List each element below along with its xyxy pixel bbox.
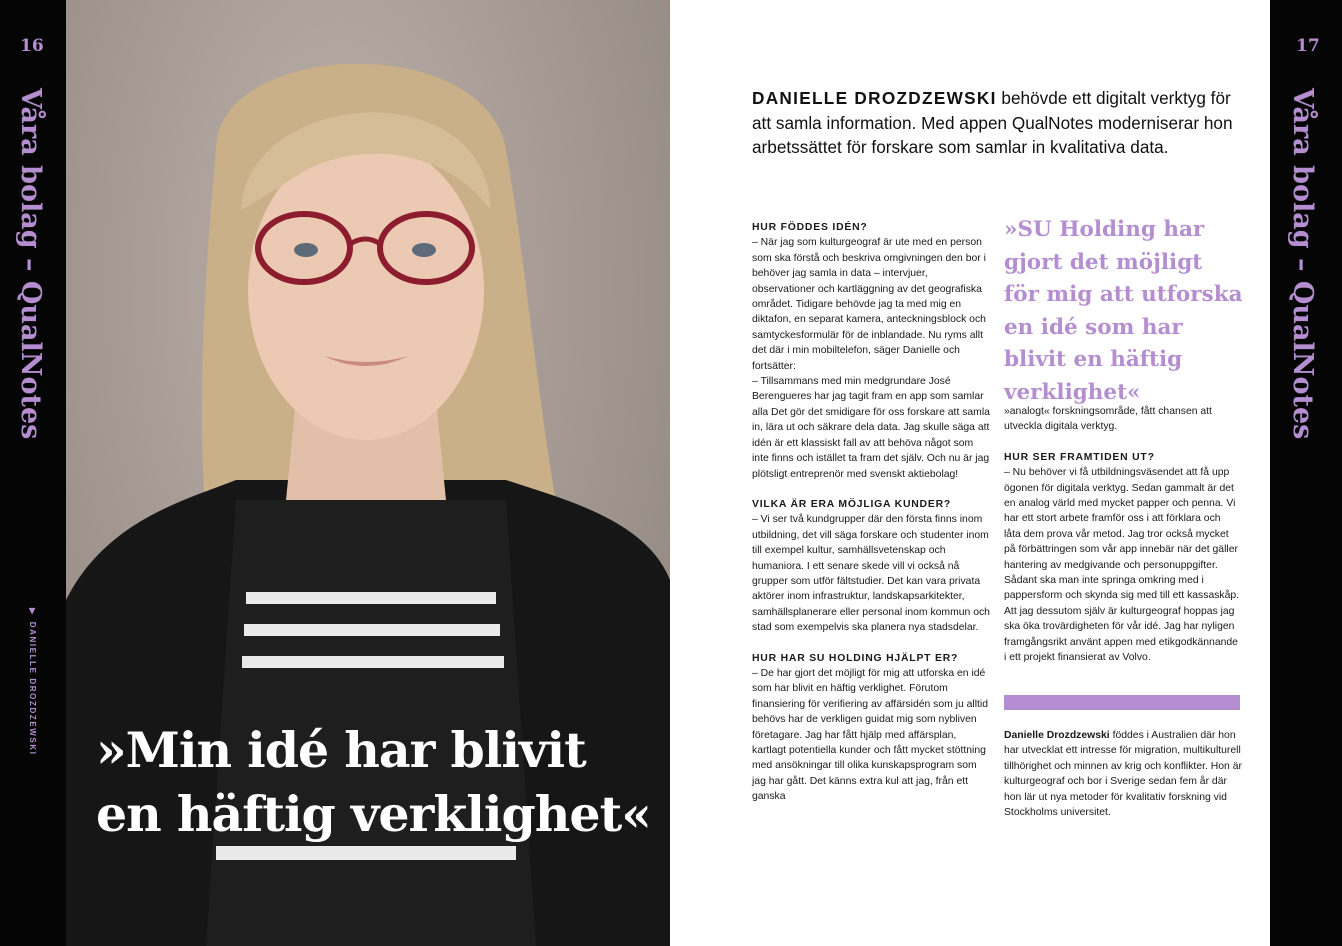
page-number-right: 17 [1296, 36, 1320, 56]
text-column-1 [752, 220, 990, 805]
bio-paragraph [1004, 728, 1242, 820]
photo-quote-line-1: »Min idé har blivit [96, 721, 586, 779]
accent-divider-bar [1004, 695, 1240, 710]
paragraph: – Tillsammans med min medgrundare José Berengueres har jag tagit fram en app som samlar alla Det gör det smidigare för oss forskare att samla in, lära ut och säkrare dela data. Jag skulle säga att idén är ett klassiskt fall av att behöva något som inte finns och istället ta fram det själv. Och nu är jag plötsligt entreprenör med svenskt aktiebolag! [752, 376, 990, 480]
paragraph: – När jag som kulturgeograf är ute med en person som ska förstå och beskriva omgivningen den bor i behöver jag samla in data – intervjuer, observationer och kartläggning av det geografiska området. Tidigare behövde jag ta med mig en diktafon, en separat kamera, anteckningsblock och samtyckesformulär för de inblandade. Nu ryms allt det där i min mobiltelefon, säger Danielle och fortsätter: [752, 237, 986, 372]
lead-text: behövde ett digitalt verktyg för att samla information. Med appen QualNotes moderniserar hon arbetssättet för forskare som samlar in kvalitativa data. [752, 88, 1233, 157]
bio-text: föddes i Australien där hon har utvecklat ett intresse för migration, multikulturell tillhörighet och minnen av krig och konflikter. Hon är kulturgeograf och bor i Sverige sedan fem år där hon lär ut nya metoder för kvalitativ forskning vid Stockholms universitet. [1004, 730, 1242, 819]
page-number-left: 16 [20, 36, 44, 56]
heading-customers: VILKA ÄR ERA MÖJLIGA KUNDER? [752, 498, 952, 510]
paragraph: – De har gjort det möjligt för mig att utforska en idé som har blivit en häftig verklighet. Förutom finansiering för verifiering av affärsidén som ju alltid behövs har de verkligen guidat mig som nybliven företagare. Jag har fått hjälp med affärsplan, kartlagt potentiella kunder och fått mycket stöttning med ansökningar till olika kunskapsprogram som jag har gått. Det känns extra kul att jag, från ett ganska [752, 667, 989, 803]
section-label-right: Våra bolag – QualNotes [1287, 88, 1318, 440]
lead-paragraph [752, 86, 1237, 160]
heading-su-holding: HUR HAR SU HOLDING HJÄLPT ER? [752, 652, 959, 664]
bio-name: Danielle Drozdzewski [1004, 730, 1110, 741]
photo-quote-line-2: en häftig verklighet« [96, 785, 651, 843]
lead-name: DANIELLE DROZDZEWSKI [752, 88, 997, 108]
triangle-icon: ▶ [28, 608, 37, 616]
section-label-left: Våra bolag – QualNotes [15, 88, 46, 440]
photo-quote [96, 718, 656, 846]
side-name-text: DANIELLE DROZDZEWSKI [28, 621, 37, 756]
pull-quote: »SU Holding har gjort det möjligt för mig att utforska en idé som har blivit en häftig verklighet« [1004, 217, 1243, 405]
paragraph: »analogt« forskningsområde, fått chansen att utveckla digitala verktyg. [1004, 406, 1212, 433]
text-column-2 [1004, 404, 1240, 666]
side-name-label [28, 608, 37, 756]
paragraph: – Nu behöver vi få utbildningsväsendet att få upp ögonen för digitala verktyg. Sedan gammalt är det en analog värld med mycket papper och penna. Vi har ett stort arbete framför oss i att förklara och låta dem prova vår metod. Jag tror också mycket på förbättringen som vår app innebär när det gäller hantering av medgivande och personuppgifter. Sådant ska man inte springa omkring med i pappersform och skynda sig med till ett kassaskåp. Att jag dessutom själv är kulturgeograf hoppas jag ska öka trovärdigheten för vår idé. Jag har nyligen framgångsrikt använt appen med etikgodkännande i ett projekt finansierat av Volvo. [1004, 467, 1240, 664]
heading-future: HUR SER FRAMTIDEN UT? [1004, 451, 1155, 463]
paragraph: – Vi ser två kundgrupper där den första finns inom utbildning, det vill säga forskare och studenter inom till exempel kultur, samhällsvetenskap och humaniora. I ett senare skede vill vi också nå grupper som utför fältstudier. Det kan vara privata aktörer inom infrastruktur, landskapsarkitekter, samhällsplanerare eller personal inom kommun och stad som exempelvis ska planera nya stadsdelar. [752, 514, 990, 634]
heading-how-idea: HUR FÖDDES IDÉN? [752, 222, 868, 233]
